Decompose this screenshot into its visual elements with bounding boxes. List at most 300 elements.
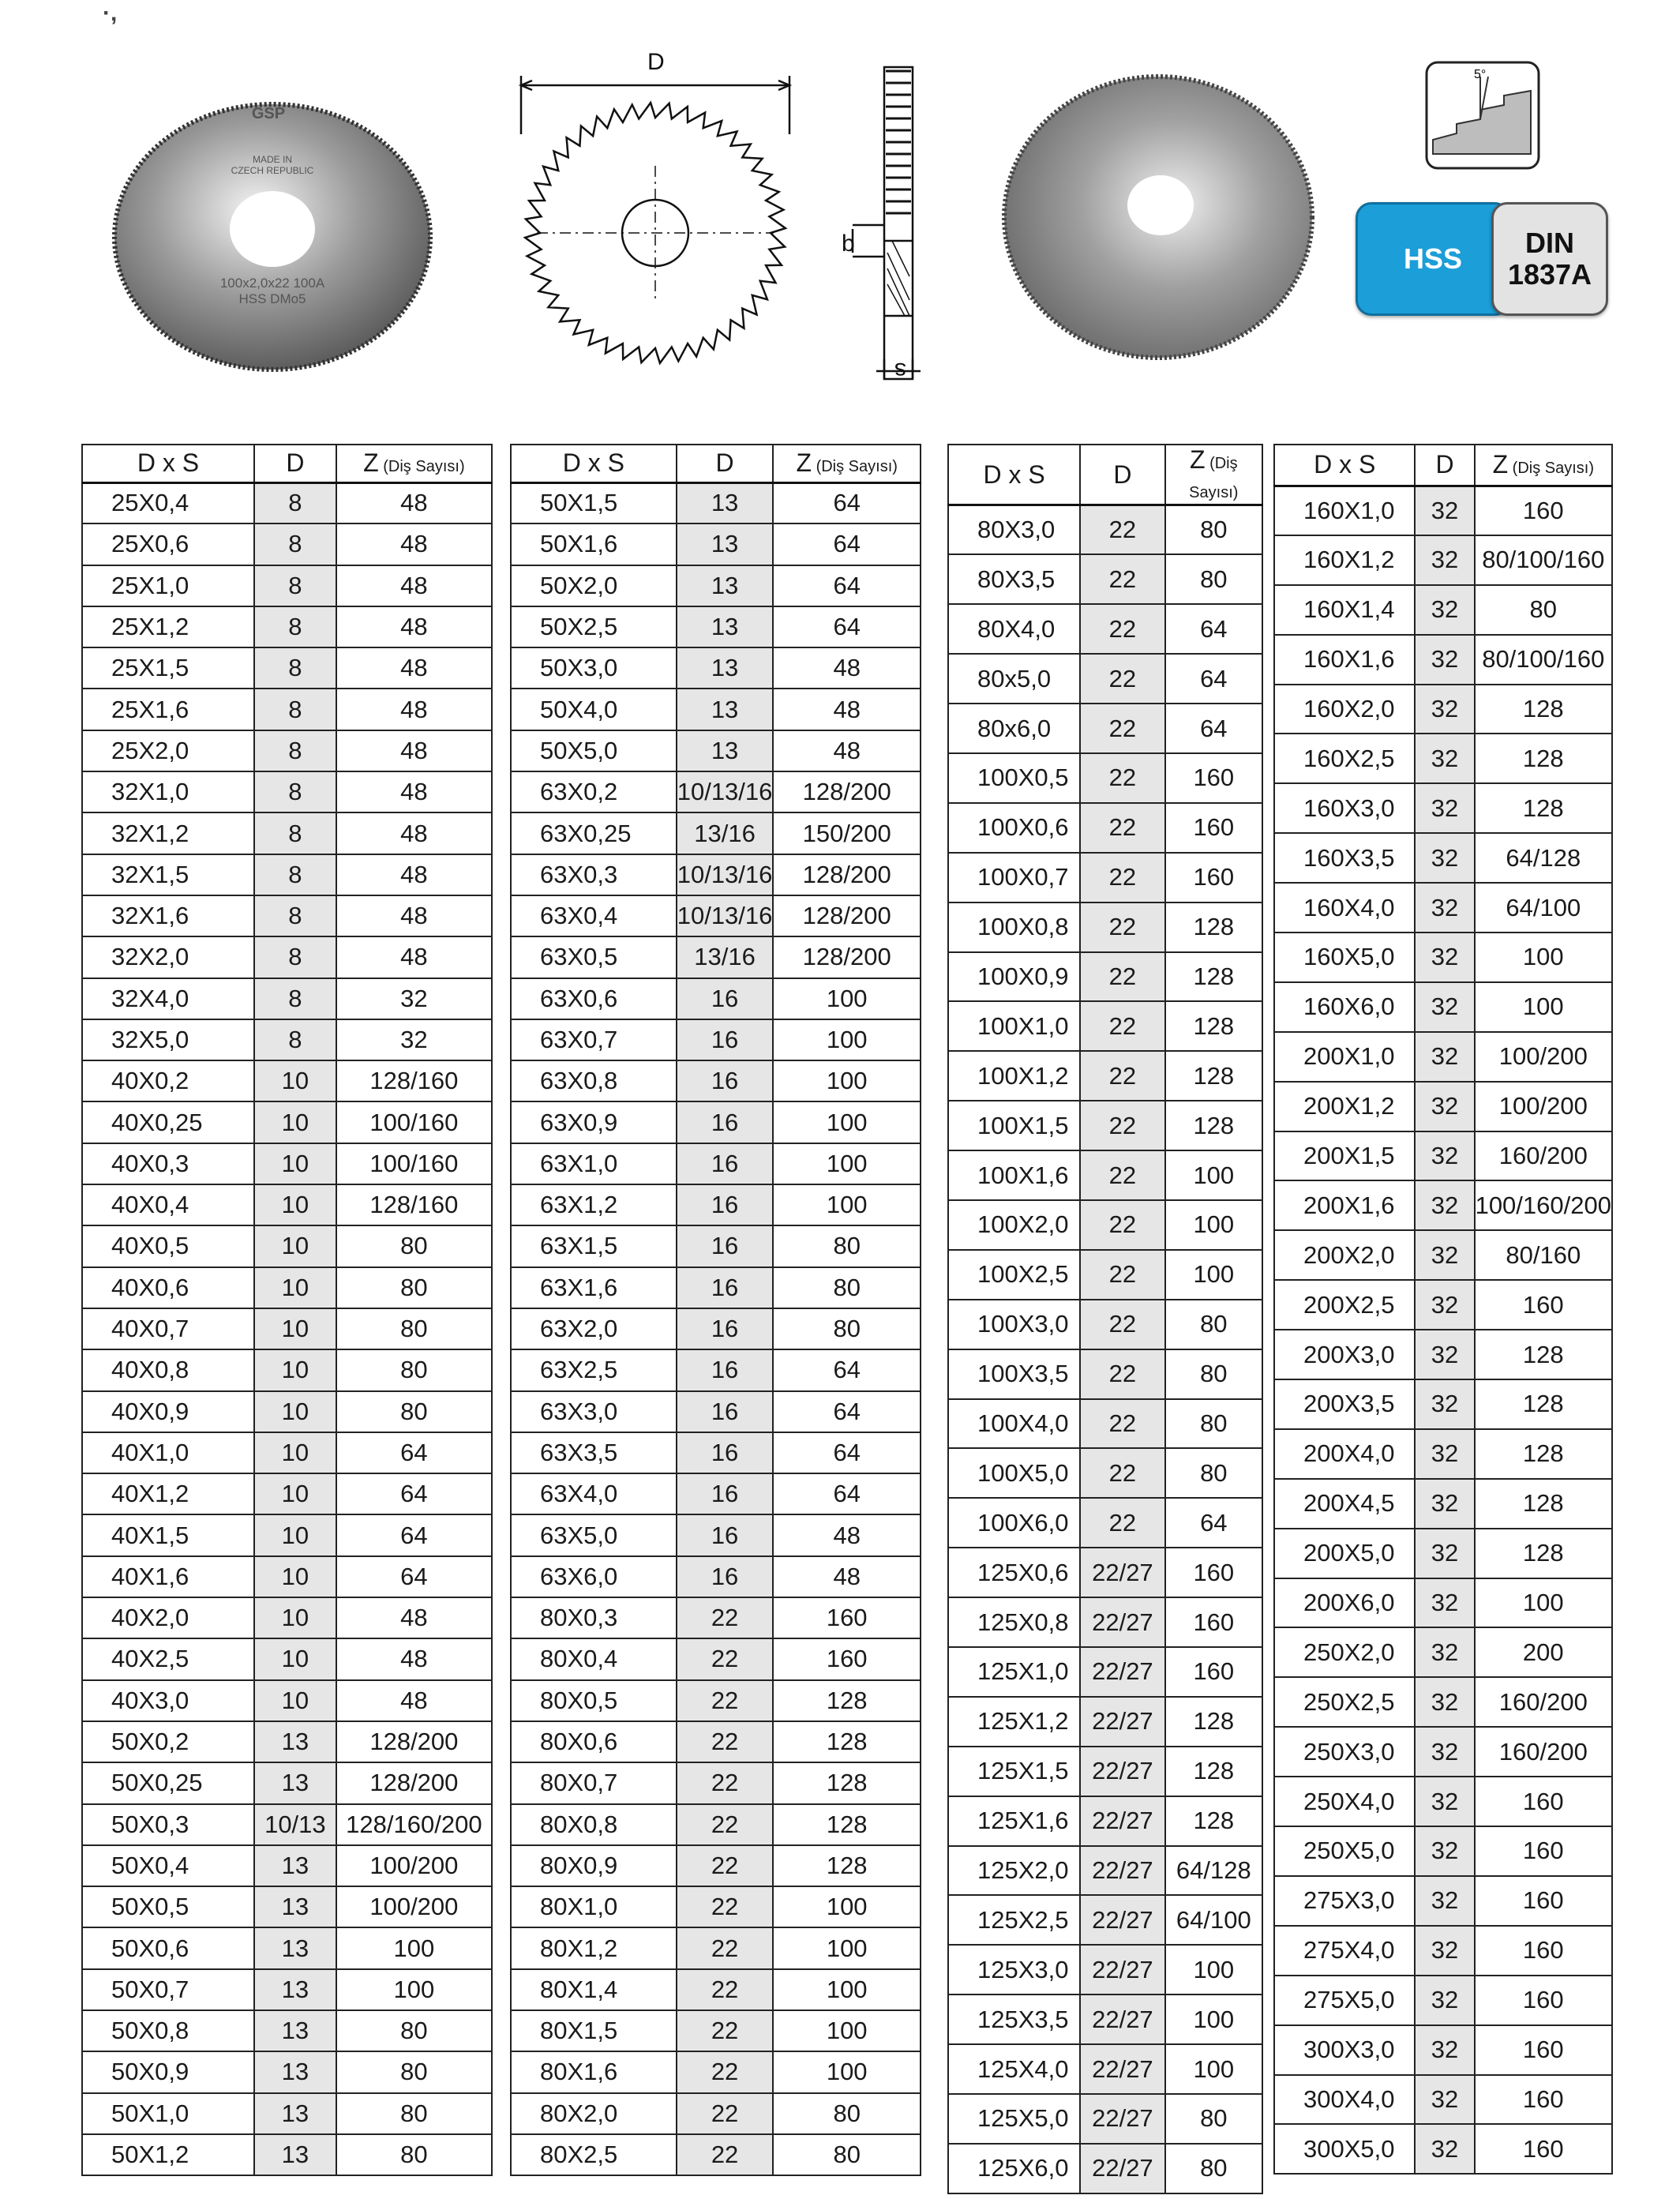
cell-dxs: 50X1,2 — [82, 2134, 254, 2175]
cell-dxs: 40X1,0 — [82, 1432, 254, 1473]
table-row — [948, 1448, 1262, 1498]
table-row — [1274, 1976, 1612, 2025]
table-row — [948, 753, 1262, 803]
cell-d: 22 — [677, 2134, 774, 2175]
cell-z: 100 — [1475, 982, 1612, 1032]
cell-d: 10 — [254, 1308, 336, 1349]
svg-text:CZECH REPUBLIC: CZECH REPUBLIC — [231, 165, 314, 176]
table-header-row — [948, 445, 1262, 505]
cell-dxs: 100X3,0 — [948, 1300, 1080, 1349]
cell-z: 80 — [1165, 2094, 1262, 2144]
cell-dxs: 160X2,5 — [1274, 734, 1415, 783]
cell-z: 48 — [773, 689, 921, 730]
cell-dxs: 50X0,5 — [82, 1886, 254, 1927]
table-row — [948, 1994, 1262, 2044]
cell-z: 128 — [1165, 902, 1262, 952]
cell-dxs: 32X1,6 — [82, 895, 254, 936]
cell-dxs: 40X1,5 — [82, 1514, 254, 1555]
cell-z: 128 — [1475, 1330, 1612, 1379]
table-row — [82, 647, 492, 689]
cell-d: 32 — [1415, 883, 1474, 933]
cell-d: 32 — [1415, 1627, 1474, 1677]
cell-z: 64 — [773, 606, 921, 647]
cell-d: 22/27 — [1080, 1846, 1164, 1896]
table-row — [1274, 1131, 1612, 1181]
cell-dxs: 160X1,2 — [1274, 535, 1415, 585]
cell-d: 16 — [677, 1225, 774, 1266]
table-row — [511, 1101, 921, 1143]
cell-z: 100 — [1165, 1945, 1262, 1994]
cell-dxs: 25X1,6 — [82, 689, 254, 730]
cell-z: 48 — [336, 1680, 492, 1721]
cell-z: 80 — [336, 1267, 492, 1308]
cell-dxs: 63X0,5 — [511, 936, 677, 978]
cell-z: 128 — [1165, 952, 1262, 1002]
table-row — [82, 2051, 492, 2092]
cell-d: 22 — [1080, 753, 1164, 803]
cell-d: 22 — [1080, 704, 1164, 753]
cell-d: 22/27 — [1080, 1796, 1164, 1846]
cell-dxs: 100X2,0 — [948, 1200, 1080, 1250]
cell-z: 160 — [1165, 1647, 1262, 1697]
table-row — [511, 2134, 921, 2175]
cell-d: 10 — [254, 1556, 336, 1597]
cell-z: 80 — [336, 2093, 492, 2134]
cell-dxs: 80X2,0 — [511, 2093, 677, 2134]
cell-d: 10 — [254, 1184, 336, 1225]
spec-table-3 — [947, 444, 1263, 2194]
header-d: D — [677, 445, 774, 482]
table-row — [82, 1308, 492, 1349]
cell-z: 64 — [773, 565, 921, 606]
cell-dxs: 200X3,5 — [1274, 1379, 1415, 1429]
cell-z: 32 — [336, 1019, 492, 1060]
cell-dxs: 40X0,2 — [82, 1060, 254, 1101]
cell-z: 128 — [1475, 1379, 1612, 1429]
cell-d: 13 — [677, 565, 774, 606]
table-row — [511, 1391, 921, 1432]
cell-z: 128 — [773, 1680, 921, 1721]
cell-z: 128/200 — [773, 895, 921, 936]
cell-dxs: 275X3,0 — [1274, 1876, 1415, 1926]
corner-mark: ·, — [103, 0, 118, 26]
cell-d: 8 — [254, 854, 336, 895]
cell-d: 32 — [1415, 1032, 1474, 1082]
table-row — [511, 2093, 921, 2134]
cell-d: 32 — [1415, 685, 1474, 734]
cell-d: 10 — [254, 1349, 336, 1390]
table-row — [82, 2093, 492, 2134]
cell-dxs: 125X0,8 — [948, 1597, 1080, 1647]
cell-z: 128 — [1475, 1479, 1612, 1529]
cell-z: 48 — [336, 647, 492, 689]
table-row — [511, 2051, 921, 2092]
cell-z: 128 — [1165, 1001, 1262, 1051]
table-row — [511, 1060, 921, 1101]
table-row — [511, 1019, 921, 1060]
cell-z: 160 — [1475, 2124, 1612, 2174]
cell-dxs: 50X2,5 — [511, 606, 677, 647]
cell-z: 64/128 — [1165, 1846, 1262, 1896]
cell-dxs: 40X0,4 — [82, 1184, 254, 1225]
cell-z: 64 — [773, 1432, 921, 1473]
cell-d: 22 — [677, 1721, 774, 1762]
cell-z: 100 — [1165, 2044, 1262, 2094]
table-row — [511, 1184, 921, 1225]
table-row — [511, 730, 921, 771]
table-row — [1274, 883, 1612, 933]
saw-blade-diagram — [505, 47, 947, 387]
cell-z: 80/160 — [1475, 1230, 1612, 1280]
table-row — [511, 854, 921, 895]
table-row — [82, 482, 492, 523]
cell-dxs: 32X2,0 — [82, 936, 254, 978]
cell-dxs: 160X3,5 — [1274, 833, 1415, 883]
table-row — [82, 936, 492, 978]
cell-z: 160/200 — [1475, 1727, 1612, 1777]
cell-d: 32 — [1415, 1578, 1474, 1628]
cell-dxs: 100X5,0 — [948, 1448, 1080, 1498]
table-row — [511, 1514, 921, 1555]
table-row — [948, 654, 1262, 704]
cell-d: 16 — [677, 1432, 774, 1473]
table-row — [1274, 1479, 1612, 1529]
cell-d: 16 — [677, 1473, 774, 1514]
cell-z: 128 — [1475, 734, 1612, 783]
cell-dxs: 80X1,2 — [511, 1927, 677, 1968]
cell-z: 80 — [336, 2051, 492, 2092]
cell-z: 128 — [1475, 685, 1612, 734]
table-row — [1274, 1230, 1612, 1280]
cell-d: 13 — [254, 2093, 336, 2134]
table-row — [511, 689, 921, 730]
cell-dxs: 50X0,8 — [82, 2010, 254, 2051]
cell-d: 22/27 — [1080, 1895, 1164, 1945]
cell-d: 22 — [1080, 1051, 1164, 1101]
cell-dxs: 100X0,9 — [948, 952, 1080, 1002]
cell-d: 8 — [254, 895, 336, 936]
table-row — [1274, 933, 1612, 982]
cell-d: 10 — [254, 1473, 336, 1514]
cell-z: 80/100/160 — [1475, 535, 1612, 585]
cell-dxs: 40X1,6 — [82, 1556, 254, 1597]
cell-dxs: 63X3,0 — [511, 1391, 677, 1432]
table-row — [1274, 1330, 1612, 1379]
cell-d: 10 — [254, 1432, 336, 1473]
table-row — [1274, 1280, 1612, 1330]
cell-z: 128/200 — [773, 771, 921, 812]
cell-z: 160 — [1475, 2075, 1612, 2125]
cell-d: 8 — [254, 647, 336, 689]
table-row — [82, 1391, 492, 1432]
cell-dxs: 63X0,7 — [511, 1019, 677, 1060]
cell-d: 10 — [254, 1143, 336, 1184]
cell-dxs: 200X4,0 — [1274, 1429, 1415, 1479]
cell-z: 100/200 — [336, 1886, 492, 1927]
table-row — [82, 1804, 492, 1845]
cell-d: 22 — [677, 2051, 774, 2092]
cell-dxs: 100X1,2 — [948, 1051, 1080, 1101]
cell-dxs: 160X2,0 — [1274, 685, 1415, 734]
table-row — [511, 1680, 921, 1721]
cell-dxs: 40X0,5 — [82, 1225, 254, 1266]
cell-d: 8 — [254, 606, 336, 647]
cell-dxs: 63X0,8 — [511, 1060, 677, 1101]
cell-d: 10/13/16 — [677, 854, 774, 895]
cell-d: 32 — [1415, 783, 1474, 833]
cell-z: 64 — [336, 1473, 492, 1514]
cell-dxs: 250X2,0 — [1274, 1627, 1415, 1677]
cell-d: 32 — [1415, 1876, 1474, 1926]
table-row — [511, 1267, 921, 1308]
cell-dxs: 100X0,5 — [948, 753, 1080, 803]
cell-d: 8 — [254, 771, 336, 812]
cell-dxs: 200X6,0 — [1274, 1578, 1415, 1628]
table-row — [82, 1845, 492, 1886]
cell-z: 100/200 — [336, 1845, 492, 1886]
cell-z: 100 — [773, 2051, 921, 2092]
cell-d: 22 — [1080, 1448, 1164, 1498]
cell-z: 64/100 — [1165, 1895, 1262, 1945]
table-row — [511, 565, 921, 606]
cell-dxs: 160X4,0 — [1274, 883, 1415, 933]
photo-brand: GSP — [251, 105, 286, 122]
table-row — [82, 1638, 492, 1679]
table-row — [511, 1225, 921, 1266]
cell-d: 13 — [677, 689, 774, 730]
cell-dxs: 125X1,5 — [948, 1747, 1080, 1796]
cell-dxs: 32X5,0 — [82, 1019, 254, 1060]
cell-d: 32 — [1415, 2025, 1474, 2075]
cell-dxs: 160X3,0 — [1274, 783, 1415, 833]
saw-blade-photo-2 — [999, 71, 1318, 363]
cell-d: 13 — [677, 606, 774, 647]
cell-dxs: 125X5,0 — [948, 2094, 1080, 2144]
cell-d: 10/13/16 — [677, 895, 774, 936]
cell-dxs: 50X0,6 — [82, 1927, 254, 1968]
cell-dxs: 50X0,4 — [82, 1845, 254, 1886]
cell-d: 22 — [677, 1845, 774, 1886]
cell-z: 160 — [1475, 1777, 1612, 1826]
cell-d: 13 — [254, 1886, 336, 1927]
cell-d: 32 — [1415, 933, 1474, 982]
cell-d: 10 — [254, 1638, 336, 1679]
cell-d: 22 — [677, 1804, 774, 1845]
cell-dxs: 80X1,5 — [511, 2010, 677, 2051]
cell-d: 22 — [1080, 1001, 1164, 1051]
spec-table-1 — [81, 444, 493, 2176]
cell-d: 22/27 — [1080, 1994, 1164, 2044]
din-badge-line2: 1837A — [1507, 258, 1592, 291]
cell-z: 128 — [1165, 1101, 1262, 1150]
cell-dxs: 80x5,0 — [948, 654, 1080, 704]
table-row — [511, 1308, 921, 1349]
cell-d: 22 — [677, 1638, 774, 1679]
cell-dxs: 50X1,0 — [82, 2093, 254, 2134]
table-row — [511, 1845, 921, 1886]
cell-dxs: 63X0,2 — [511, 771, 677, 812]
cell-z: 100/160/200 — [1475, 1180, 1612, 1230]
cell-d: 16 — [677, 1184, 774, 1225]
cell-d: 22 — [677, 1927, 774, 1968]
cell-z: 128 — [1475, 783, 1612, 833]
cell-dxs: 63X5,0 — [511, 1514, 677, 1555]
cell-z: 128/200 — [773, 936, 921, 978]
cell-z: 100 — [1165, 1994, 1262, 2044]
table-row — [511, 1597, 921, 1638]
cell-d: 32 — [1415, 1777, 1474, 1826]
table-row — [1274, 2124, 1612, 2174]
cell-z: 80 — [1165, 505, 1262, 555]
cell-z: 100/160 — [336, 1101, 492, 1143]
cell-z: 128/160 — [336, 1060, 492, 1101]
cell-dxs: 40X0,7 — [82, 1308, 254, 1349]
cell-dxs: 40X0,3 — [82, 1143, 254, 1184]
cell-dxs: 50X4,0 — [511, 689, 677, 730]
table-row — [82, 2134, 492, 2175]
cell-dxs: 63X4,0 — [511, 1473, 677, 1514]
table-row — [1274, 982, 1612, 1032]
cell-z: 80 — [1165, 1399, 1262, 1449]
cell-z: 48 — [336, 689, 492, 730]
cell-d: 13 — [254, 1762, 336, 1803]
cell-z: 80 — [336, 2010, 492, 2051]
cell-d: 10 — [254, 1391, 336, 1432]
table-row — [1274, 585, 1612, 635]
cell-dxs: 250X4,0 — [1274, 1777, 1415, 1826]
din-badge — [1491, 202, 1608, 316]
table-row — [948, 1399, 1262, 1449]
cell-z: 80 — [336, 1349, 492, 1390]
cell-d: 13 — [254, 2051, 336, 2092]
header-z: Z (Diş Sayısı) — [1165, 445, 1262, 505]
cell-dxs: 100X1,5 — [948, 1101, 1080, 1150]
cell-d: 32 — [1415, 635, 1474, 685]
cell-d: 22 — [677, 1597, 774, 1638]
cell-dxs: 50X5,0 — [511, 730, 677, 771]
cell-d: 22 — [1080, 853, 1164, 902]
cell-d: 8 — [254, 978, 336, 1019]
cell-d: 8 — [254, 523, 336, 565]
table-row — [82, 1184, 492, 1225]
cell-z: 100 — [773, 1886, 921, 1927]
cell-d: 22 — [1080, 1101, 1164, 1150]
cell-dxs: 50X1,5 — [511, 482, 677, 523]
table-row — [1274, 2075, 1612, 2125]
table-row — [511, 1969, 921, 2010]
cell-dxs: 40X0,9 — [82, 1391, 254, 1432]
cell-dxs: 40X1,2 — [82, 1473, 254, 1514]
table-row — [82, 523, 492, 565]
cell-dxs: 125X3,0 — [948, 1945, 1080, 1994]
cell-d: 10 — [254, 1267, 336, 1308]
table-row — [1274, 1876, 1612, 1926]
cell-d: 22/27 — [1080, 2094, 1164, 2144]
cell-z: 80 — [773, 1267, 921, 1308]
cell-dxs: 250X3,0 — [1274, 1727, 1415, 1777]
cell-z: 128/160 — [336, 1184, 492, 1225]
cell-d: 32 — [1415, 1976, 1474, 2025]
table-row — [82, 1432, 492, 1473]
cell-dxs: 63X3,5 — [511, 1432, 677, 1473]
table-row — [511, 523, 921, 565]
table-row — [948, 1945, 1262, 1994]
cell-dxs: 40X0,25 — [82, 1101, 254, 1143]
cell-dxs: 32X1,2 — [82, 812, 254, 854]
cell-d: 13 — [677, 647, 774, 689]
header-z: Z (Diş Sayısı) — [773, 445, 921, 482]
cell-z: 160 — [773, 1638, 921, 1679]
table-row — [948, 2094, 1262, 2144]
cell-z: 32 — [336, 978, 492, 1019]
cell-z: 80 — [336, 2134, 492, 2175]
cell-d: 32 — [1415, 486, 1474, 535]
cell-d: 10 — [254, 1060, 336, 1101]
cell-z: 100 — [1475, 933, 1612, 982]
table-row — [948, 2044, 1262, 2094]
cell-d: 8 — [254, 812, 336, 854]
cell-d: 32 — [1415, 1379, 1474, 1429]
cell-dxs: 50X1,6 — [511, 523, 677, 565]
cell-dxs: 300X5,0 — [1274, 2124, 1415, 2174]
table-row — [82, 1101, 492, 1143]
table-row — [948, 803, 1262, 853]
cell-dxs: 200X1,5 — [1274, 1131, 1415, 1181]
table-row — [82, 1886, 492, 1927]
cell-z: 100 — [773, 1101, 921, 1143]
table-row — [82, 1019, 492, 1060]
table-row — [82, 1969, 492, 2010]
table-row — [82, 895, 492, 936]
cell-z: 48 — [336, 606, 492, 647]
cell-d: 22 — [1080, 1250, 1164, 1300]
table-row — [82, 1927, 492, 1968]
table-row — [1274, 486, 1612, 535]
table-row — [1274, 1926, 1612, 1976]
cell-dxs: 25X1,2 — [82, 606, 254, 647]
table-row — [1274, 1578, 1612, 1628]
svg-text:MADE IN: MADE IN — [252, 154, 293, 165]
cell-z: 160 — [1475, 1826, 1612, 1876]
table-row — [1274, 734, 1612, 783]
table-row — [82, 689, 492, 730]
cell-d: 8 — [254, 482, 336, 523]
cell-dxs: 50X3,0 — [511, 647, 677, 689]
cell-z: 64 — [773, 1473, 921, 1514]
table-row — [1274, 2025, 1612, 2075]
cell-d: 22 — [1080, 1300, 1164, 1349]
cell-dxs: 63X1,2 — [511, 1184, 677, 1225]
table-row — [82, 606, 492, 647]
cell-z: 80 — [1475, 585, 1612, 635]
cell-dxs: 275X4,0 — [1274, 1926, 1415, 1976]
cell-dxs: 25X0,6 — [82, 523, 254, 565]
cell-d: 22 — [1080, 1498, 1164, 1548]
cell-dxs: 275X5,0 — [1274, 1976, 1415, 2025]
cell-dxs: 125X2,0 — [948, 1846, 1080, 1896]
cell-dxs: 40X2,0 — [82, 1597, 254, 1638]
cell-z: 64/128 — [1475, 833, 1612, 883]
cell-d: 22 — [1080, 1349, 1164, 1399]
cell-d: 22 — [677, 1969, 774, 2010]
cell-z: 64 — [773, 482, 921, 523]
cell-z: 200 — [1475, 1627, 1612, 1677]
table-row — [511, 1473, 921, 1514]
table-row — [82, 1721, 492, 1762]
cell-d: 32 — [1415, 1131, 1474, 1181]
cell-dxs: 300X4,0 — [1274, 2075, 1415, 2125]
header-dxs: D x S — [82, 445, 254, 482]
